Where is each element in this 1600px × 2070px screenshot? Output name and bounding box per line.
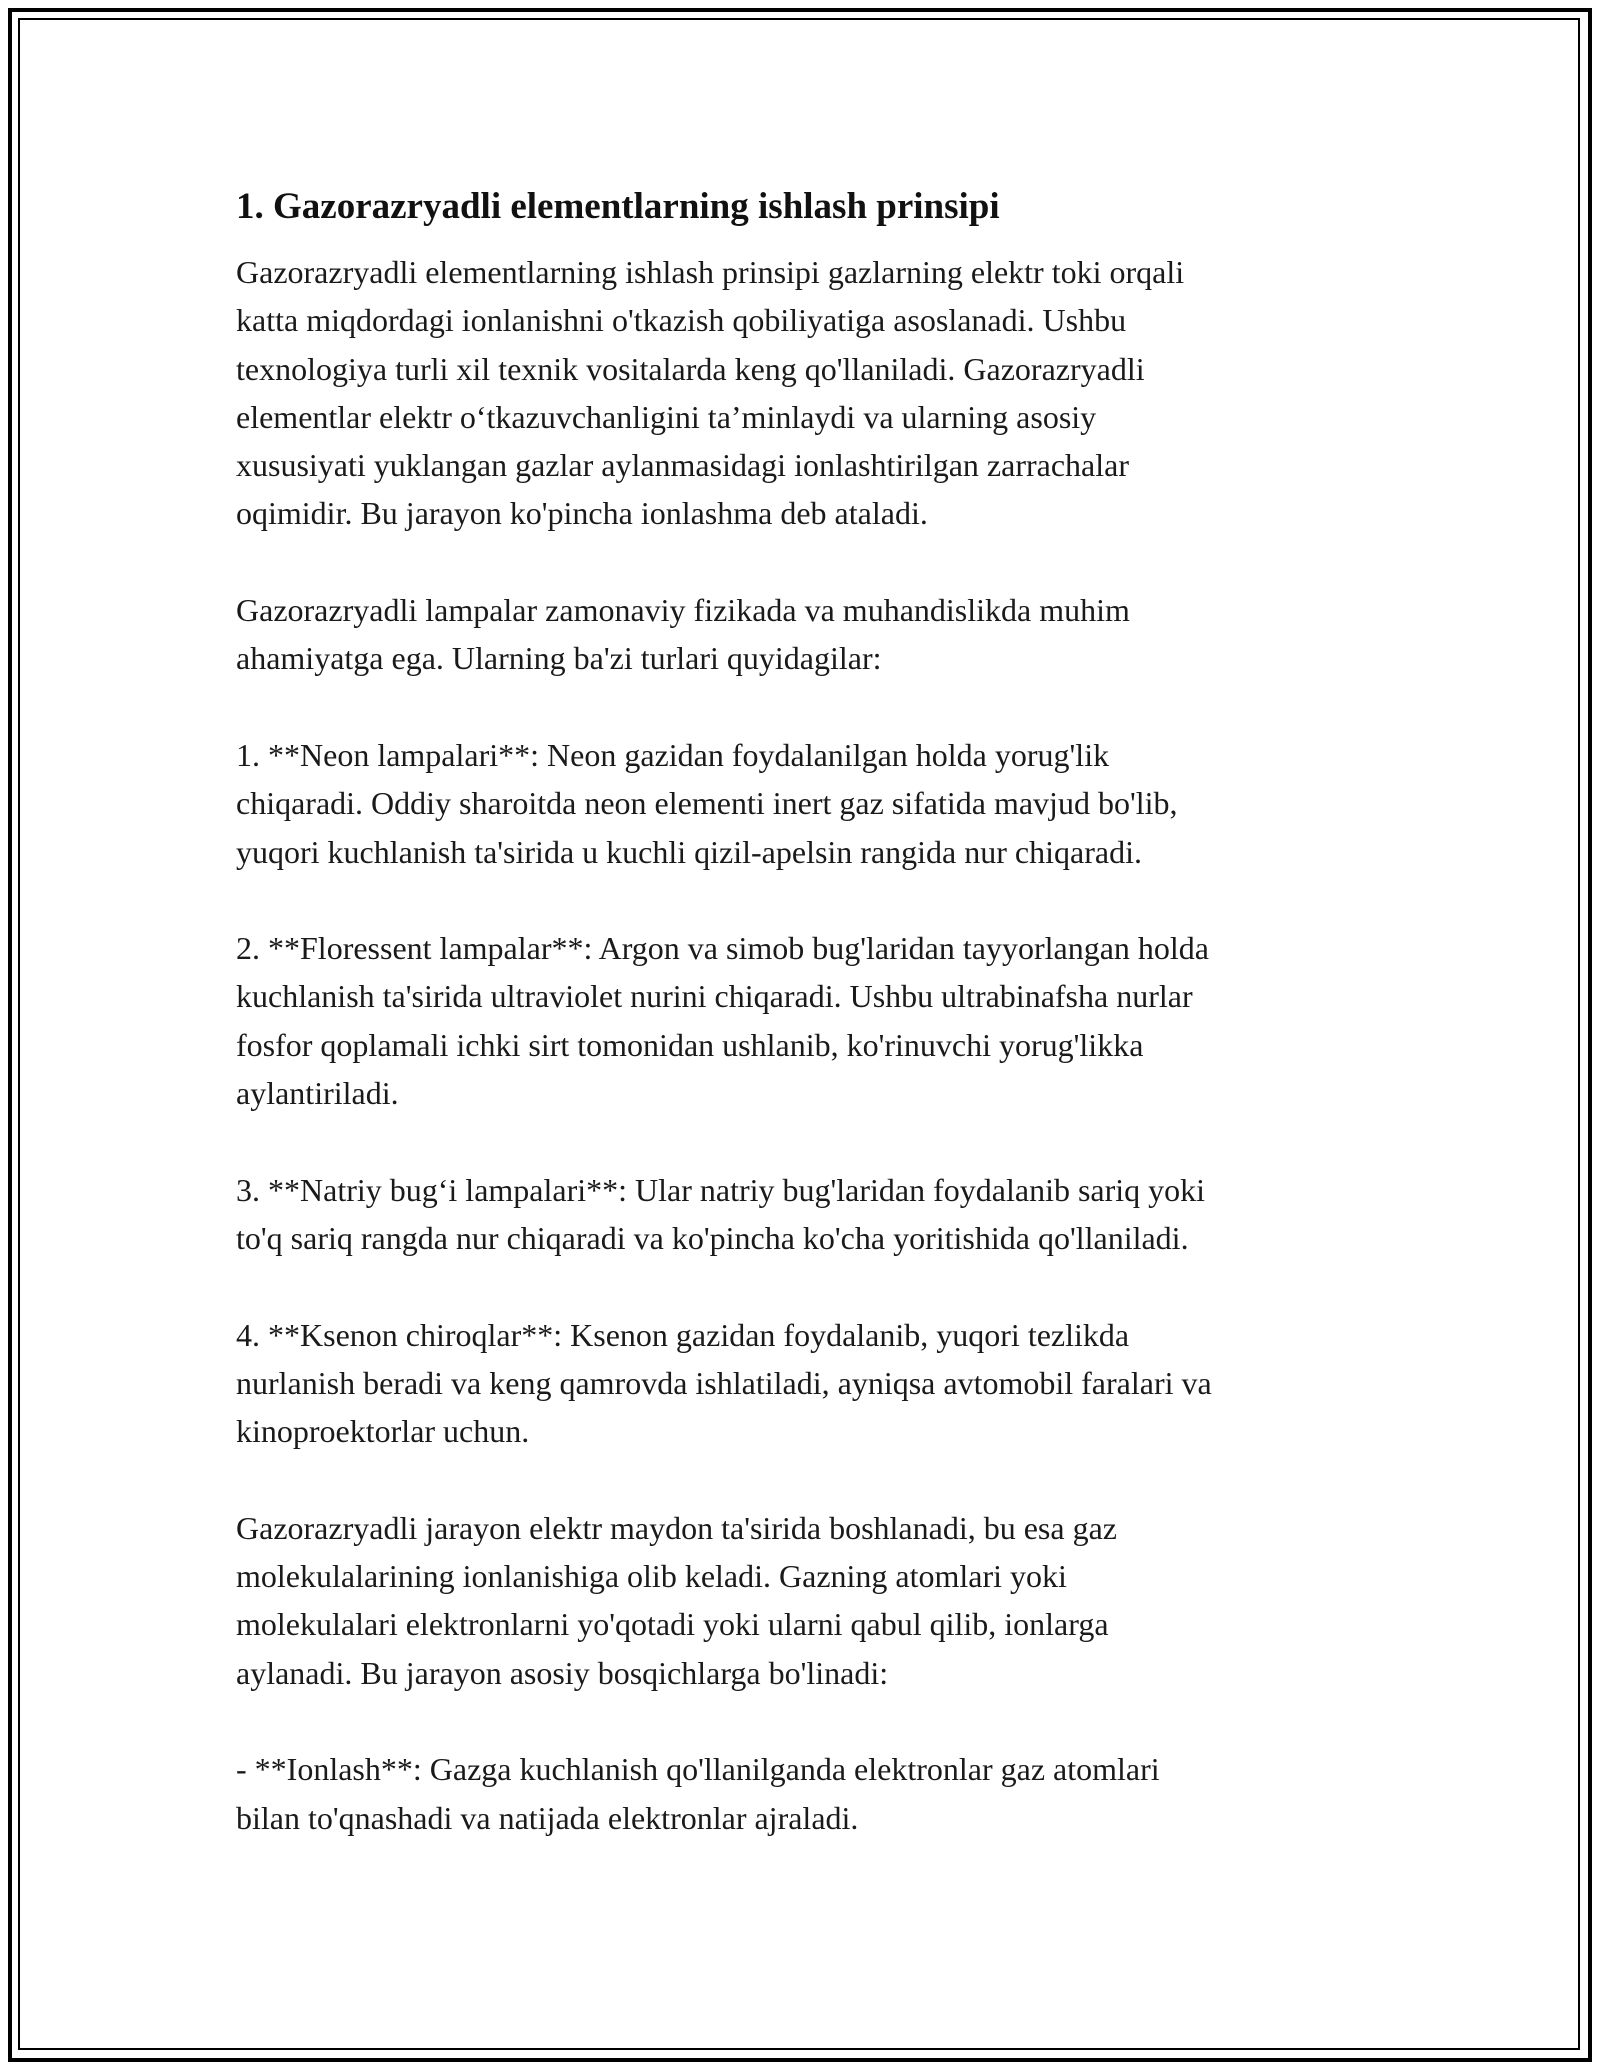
- list-item-xenon: 4. **Ksenon chiroqlar**: Ksenon gazidan foydalanib, yuqori tezlikda nurlanish beradi va keng qamrovda ishlatiladi, ayniqsa avtomobil faralari va kinoproektorlar uchun.: [236, 1316, 1212, 1450]
- paragraph-gap: [236, 1117, 1366, 1165]
- paragraph-intro: Gazorazryadli elementlarning ishlash prinsipi gazlarning elektr toki orqali katta miqdordagi ionlanishni o'tkazish qobiliyatiga asoslanadi. Ushbu texnologiya turli xil texnik vositalarda keng qo'llaniladi. Gazorazryadli elementlar elektr o‘tkazuvchanligini ta’minlaydi va ularning asosiy xususiyati yuklangan gazlar aylanmasidagi ionlashtirilgan zarrachalar oqimidir. Bu jarayon ko'pincha ionlashma deb ataladi.: [236, 254, 1185, 532]
- paragraph-gap: [236, 876, 1366, 924]
- list-item-neon: 1. **Neon lampalari**: Neon gazidan foydalanilgan holda yorug'lik chiqaradi. Oddiy sharoitda neon elementi inert gaz sifatida mavjud bo'lib, yuqori kuchlanish ta'sirida u kuchli qizil-apelsin rangida nur chiqaradi.: [236, 736, 1178, 870]
- paragraph-process: Gazorazryadli jarayon elektr maydon ta'sirida boshlanadi, bu esa gaz molekulalarining ionlanishiga olib keladi. Gazning atomlari yoki molekulalari elektronlarni yo'qotadi yoki ularni qabul qilib, ionlarga aylanadi. Bu jarayon asosiy bosqichlarga bo'linadi:: [236, 1509, 1117, 1691]
- paragraph-lamp-types: Gazorazryadli lampalar zamonaviy fizikada va muhandislikda muhim ahamiyatga ega. Ularning ba'zi turlari quyidagilar:: [236, 592, 1130, 677]
- document-body: [236, 184, 1366, 1842]
- section-heading: 1. Gazorazryadli elementlarning ishlash prinsipi: [236, 186, 1000, 227]
- list-item-sodium: 3. **Natriy bug‘i lampalari**: Ular natriy bug'laridan foydalanib sariq yoki to'q sariq rangda nur chiqaradi va ko'pincha ko'cha yoritishida qo'llaniladi.: [236, 1171, 1206, 1256]
- paragraph-gap: [236, 1262, 1366, 1310]
- list-item-fluorescent: 2. **Floressent lampalar**: Argon va simob bug'laridan tayyorlangan holda kuchlanish ta'sirida ultraviolet nurini chiqaradi. Ushbu ultrabinafsha nurlar fosfor qoplamali ichki sirt tomonidan ushlanib, ko'rinuvchi yorug'likka aylantiriladi.: [236, 930, 1209, 1112]
- paragraph-gap: [236, 1455, 1366, 1503]
- paragraph-gap: [236, 538, 1366, 586]
- paragraph-gap: [236, 683, 1366, 731]
- paragraph-gap: [236, 1697, 1366, 1745]
- bullet-item-ionization: - **Ionlash**: Gazga kuchlanish qo'llanilganda elektronlar gaz atomlari bilan to'qnashadi va natijada elektronlar ajraladi.: [236, 1751, 1160, 1836]
